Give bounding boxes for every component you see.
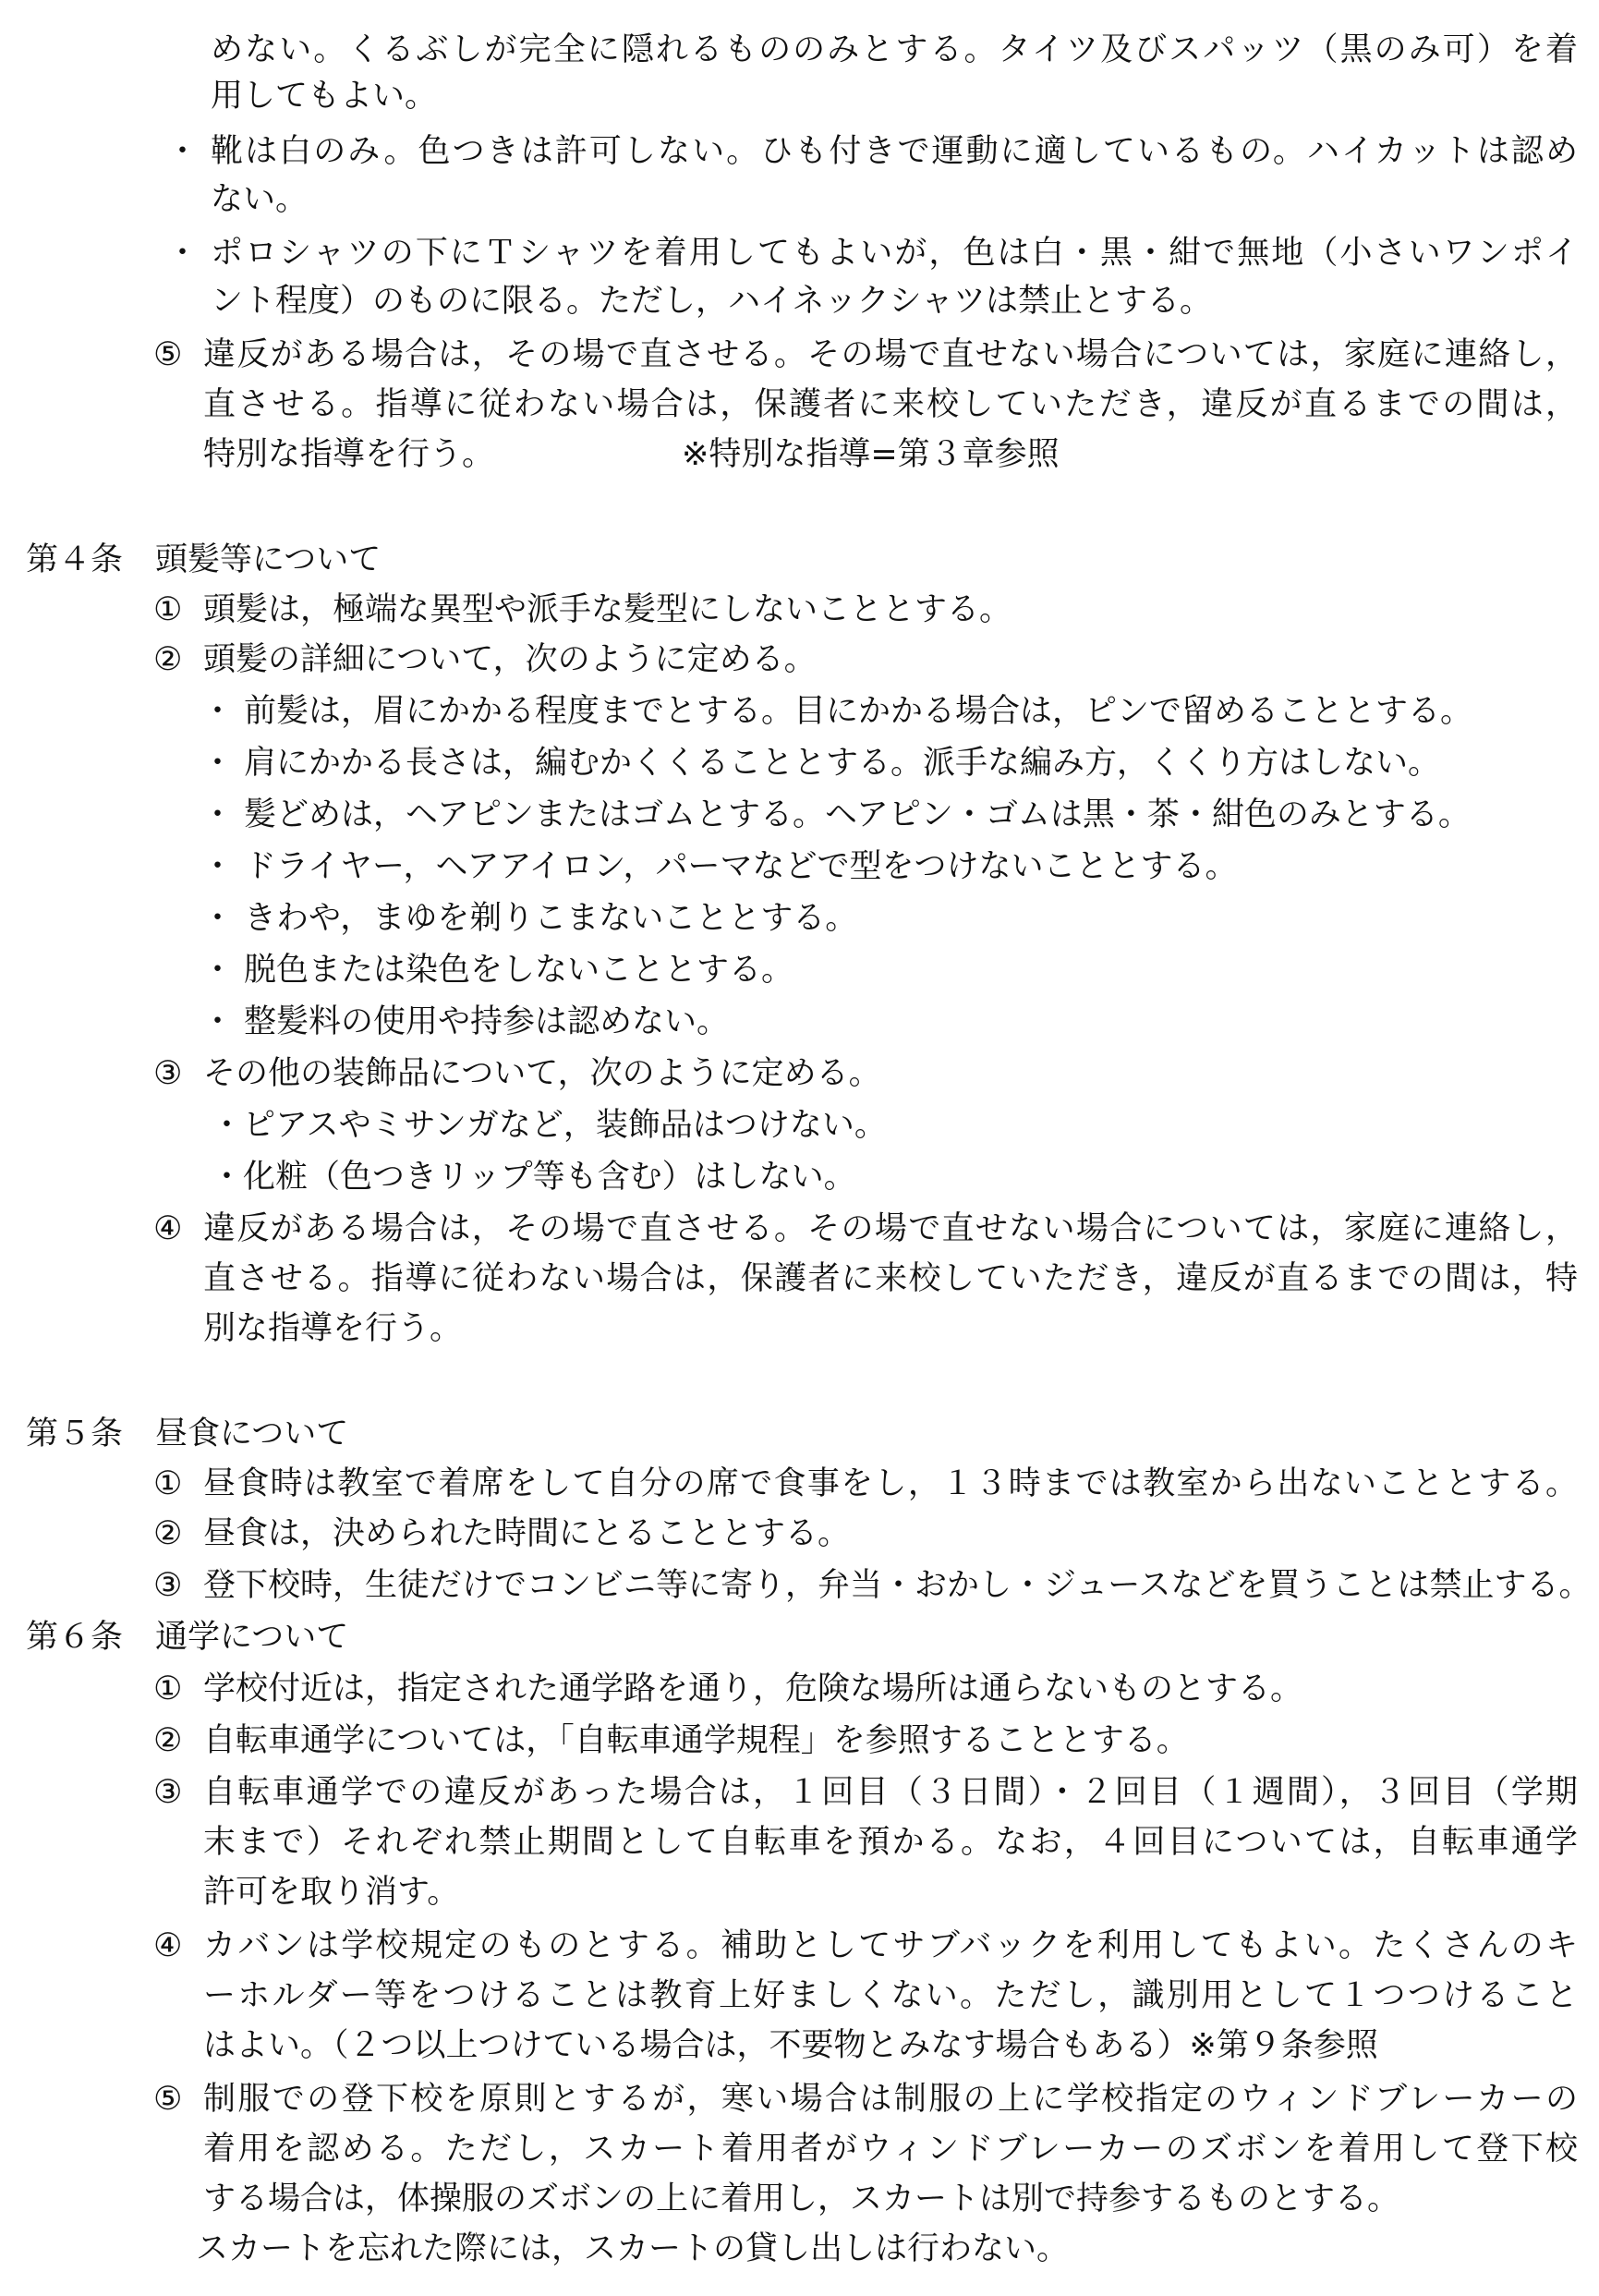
item-number: ③ [153,1567,183,1604]
tshirt-rule-line [211,231,1578,275]
bullet-mark: ・ [201,796,235,833]
item-number: ③ [153,1774,183,1811]
hair-rule: 整髪料の使用や持参は認めない。 [244,1003,730,1040]
violation-rule-line [203,1207,1578,1251]
commute-uniform-rule-text: 着用を認める。ただし，スカート着用者がウィンドブレーカーのズボンを着用して登下校 [203,2131,1578,2168]
rule-text: 昼食は，決められた時間にとることとする。 [203,1515,851,1552]
bag-rule-line [203,1924,1578,1968]
shoes-rule-text: 靴は白のみ。色つきは許可しない。ひも付きで運動に適しているもの。ハイカットは認め [211,133,1578,170]
violation-rule-line [203,383,1578,427]
violation-rule-text: 違反がある場合は，その場で直させる。その場で直せない場合については，家庭に連絡し， [203,1210,1578,1247]
bicycle-rule-line: 許可を取り消す。 [203,1874,460,1911]
article-heading: 第４条 頭髪等について [26,541,382,578]
hair-rule: 脱色または染色をしないこととする。 [244,952,794,989]
skirt-rule-line: スカートを忘れた際には，スカートの貸し出しは行わない。 [196,2230,1070,2267]
hair-rule: きわや，まゆを剃りこまないこととする。 [244,900,858,937]
item-number: ② [153,641,183,678]
item-number: ① [153,1465,183,1502]
hair-rule: 前髪は，眉にかかる程度までとする。目にかかる場合は，ピンで留めることとする。 [244,693,1473,730]
violation-rule-text: 直させる。指導に従わない場合は，保護者に来校していただき，違反が直るまでの間は，特 [203,1260,1578,1297]
uniform-text-line: 用してもよい。 [211,78,438,115]
bicycle-rule-line [203,1820,1578,1865]
commute-uniform-rule-text: 制服での登下校を原則とするが，寒い場合は制服の上に学校指定のウィンドブレーカーの [203,2081,1578,2118]
rule-text: 頭髪の詳細について，次のように定める。 [203,641,817,678]
tshirt-rule-text: ポロシャツの下にＴシャツを着用してもよいが，色は白・黒・紺で無地（小さいワンポイ [211,235,1578,272]
bag-rule-text: カバンは学校規定のものとする。補助としてサブバックを利用してもよい。たくさんのキ [203,1927,1578,1964]
rule-text: 学校付近は，指定された通学路を通り，危険な場所は通らないものとする。 [203,1670,1303,1707]
commute-uniform-rule-line [203,2077,1578,2121]
rule-text-line [203,1462,1578,1506]
item-number: ② [153,1722,183,1759]
bullet-mark: ・ [201,1003,235,1040]
bullet-mark: ・ [166,133,200,170]
bag-rule-line [203,1974,1578,2018]
item-number: ① [153,591,183,628]
violation-rule-line: 別な指導を行う。 [203,1310,463,1347]
violation-rule-text: 直させる。指導に従わない場合は，保護者に来校していただき，違反が直るまでの間は， [203,386,1578,423]
item-number: ④ [153,1210,183,1247]
violation-rule-line: 特別な指導を行う。 [203,436,495,473]
tshirt-rule-line: ント程度）のものに限る。ただし，ハイネックシャツは禁止とする。 [211,283,1212,320]
bag-rule-line: はよい。（２つ以上つけている場合は，不要物とみなす場合もある）※第９条参照 [203,2027,1378,2064]
special-guidance-note: ※特別な指導=第３章参照 [682,436,1060,473]
bullet-mark: ・ [201,952,235,989]
hair-rule: 髪どめは，ヘアピンまたはゴムとする。ヘアピン・ゴムは黒・茶・紺色のみとする。 [244,796,1471,833]
bullet-mark: ・ [166,235,200,272]
item-number: ② [153,1515,183,1552]
item-number: ① [153,1670,183,1707]
violation-rule-line [203,1257,1578,1301]
bullet-mark: ・ [201,900,235,937]
bicycle-rule-line [203,1770,1578,1815]
bag-rule-text: ーホルダー等をつけることは教育上好ましくない。ただし，識別用として１つつけること [203,1977,1578,2014]
bullet-mark: ・ [201,693,235,730]
article-heading: 第５条 昼食について [26,1415,349,1452]
bullet-mark: ・ [201,848,235,885]
uniform-text-line [211,28,1578,72]
rule-text: 昼食時は教室で着席をして自分の席で食事をし，１３時までは教室から出ないこととする。 [203,1465,1578,1502]
hair-rule: 肩にかかる長さは，編むかくくることとする。派手な編み方，くくり方はしない。 [244,745,1441,782]
item-number: ⑤ [153,336,183,373]
rule-text-line [203,1563,1592,1608]
commute-uniform-rule-line: する場合は，体操服のズボンの上に着用し，スカートは別で持参するものとする。 [203,2181,1400,2217]
shoes-rule-line [211,129,1578,174]
violation-rule-line [203,333,1578,377]
accessory-rule: ・化粧（色つきリップ等も含む）はしない。 [211,1159,856,1196]
item-number: ④ [153,1927,183,1964]
uniform-text: めない。くるぶしが完全に隠れるもののみとする。タイツ及びスパッツ（黒のみ可）を着 [211,31,1578,68]
bicycle-rule-text: 自転車通学での違反があった場合は，１回目（３日間）・２回目（１週間），３回目（学期 [203,1774,1578,1811]
accessory-rule: ・ピアスやミサンガなど，装飾品はつけない。 [211,1107,887,1144]
rule-text: 登下校時，生徒だけでコンビニ等に寄り，弁当・おかし・ジュースなどを買うことは禁止する。 [203,1567,1592,1604]
violation-rule-text: 違反がある場合は，その場で直させる。その場で直せない場合については，家庭に連絡し， [203,336,1578,373]
rule-text: 自転車通学については，「自転車通学規程」を参照することとする。 [203,1722,1189,1759]
item-number: ③ [153,1055,183,1092]
rule-text: 頭髪は，極端な異型や派手な髪型にしないこととする。 [203,591,1012,628]
hair-rule: ドライヤー，ヘアアイロン，パーマなどで型をつけないこととする。 [244,848,1238,885]
shoes-rule-line: ない。 [211,181,309,218]
item-number: ⑤ [153,2081,183,2118]
rule-text: その他の装飾品について，次のように定める。 [203,1055,881,1092]
bicycle-rule-text: 末まで）それぞれ禁止期間として自転車を預かる。なお，４回目については，自転車通学 [203,1824,1578,1861]
article-heading: 第６条 通学について [26,1619,349,1656]
commute-uniform-rule-line [203,2127,1578,2171]
bullet-mark: ・ [201,745,235,782]
